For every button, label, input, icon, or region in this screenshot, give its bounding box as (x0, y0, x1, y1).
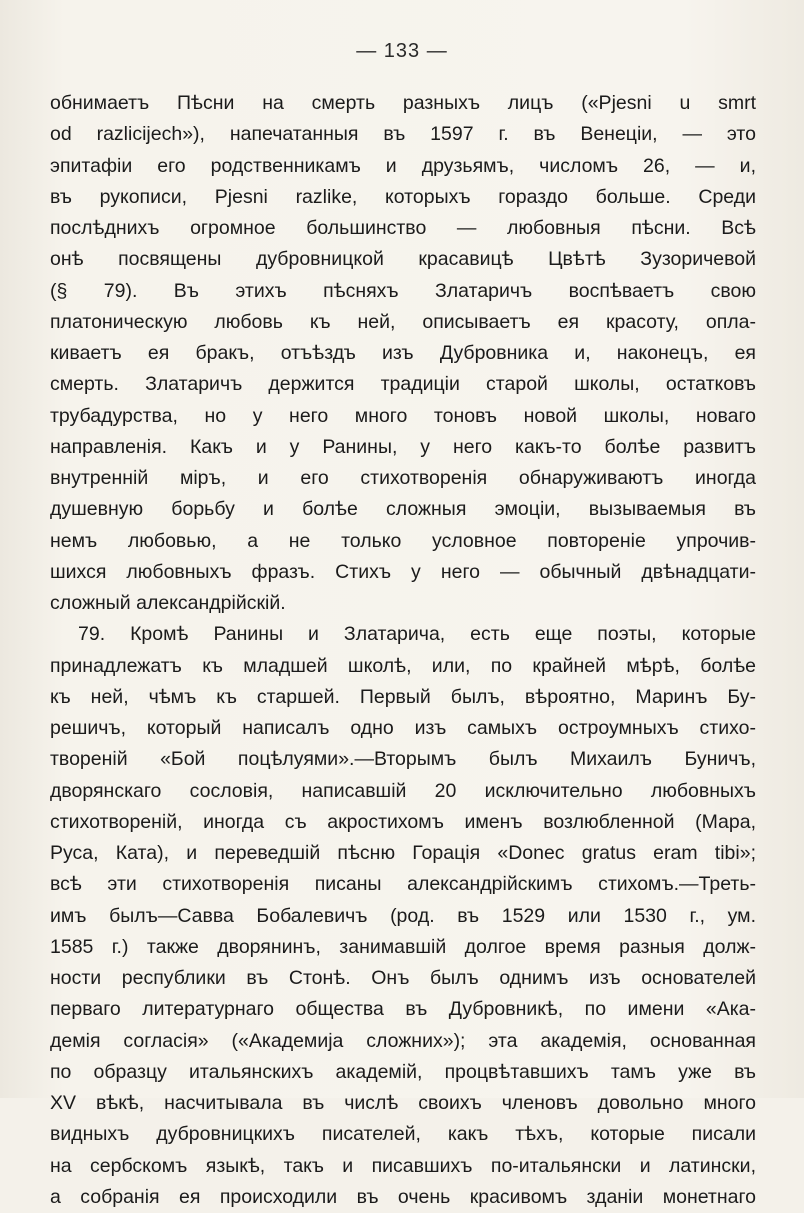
text-line: od razlicijech»), напечатанныя въ 1597 г. въ Венеціи, — это (50, 123, 756, 146)
text-line: решичъ, который написалъ одно изъ самыхъ остроумныхъ стихо- (50, 717, 756, 739)
text-line: онѣ посвящены дубровницкой красавицѣ Цвѣтѣ Зузоричевой (50, 248, 756, 271)
text-line: въ рукописи, Pjesni razlike, которыхъ гораздо больше. Среди (50, 185, 756, 208)
text-line: трубадурства, но у него много тоновъ новой школы, новаго (50, 404, 756, 427)
text-line: видныхъ дубровницкихъ писателей, какъ тѣхъ, которые писали (50, 1123, 756, 1146)
text-line: къ ней, чѣмъ къ старшей. Первый былъ, вѣроятно, Маринъ Бу- (50, 685, 756, 708)
text-line: немъ любовью, а не только условное повтореніе упрочив- (50, 529, 756, 552)
text-line: смерть. Златаричъ держится традиціи старой школы, остатковъ (50, 373, 756, 396)
text-line: демія согласія» («Академија сложних»); эта академія, основанная (50, 1029, 756, 1052)
text-line: на сербскомъ языкѣ, такъ и писавшихъ по-итальянски и латински, (50, 1154, 756, 1177)
text-line: (§ 79). Въ этихъ пѣсняхъ Златаричъ воспѣваетъ свою (50, 279, 756, 302)
text-line: киваетъ ея бракъ, отъѣздъ изъ Дубровника и, наконецъ, ея (50, 342, 756, 364)
text-line: эпитафіи его родственникамъ и друзьямъ, числомъ 26, — и, (50, 154, 756, 177)
text-line: твореній «Бой поцѣлуями».—Вторымъ былъ Михаилъ Буничъ, (50, 748, 756, 771)
text-line: внутренній міръ, и его стихотворенія обнаруживаютъ иногда (50, 467, 756, 489)
text-line: принадлежатъ къ младшей школѣ, или, по крайней мѣрѣ, болѣе (50, 654, 756, 677)
text-line: душевную борьбу и болѣе сложныя эмоціи, вызываемыя въ (50, 498, 756, 521)
text-line: обнимаетъ Пѣсни на смерть разныхъ лицъ («Pjesni u smrt (50, 92, 756, 114)
text-line: сложный александрійскій. (50, 592, 286, 614)
text-line: дворянскаго сословія, написавшій 20 исключительно любовныхъ (50, 779, 756, 802)
text-line: платоническую любовь къ ней, описываетъ ея красоту, опла- (50, 310, 756, 333)
text-line: перваго литературнаго общества въ Дубровникѣ, по имени «Ака- (50, 998, 756, 1021)
text-line: послѣднихъ огромное большинство — любовныя пѣсни. Всѣ (50, 217, 756, 239)
text-line: направленія. Какъ и у Ранины, у него какъ-то болѣе развитъ (50, 435, 756, 458)
text-line: XV вѣкѣ, насчитывала въ числѣ своихъ членовъ довольно много (50, 1092, 756, 1114)
text-line: стихотвореній, иногда съ акростихомъ именъ возлюбленной (Мара, (50, 810, 756, 833)
text-line: по образцу итальянскихъ академій, процвѣтавшихъ тамъ уже въ (50, 1060, 756, 1083)
body-text (50, 88, 756, 1213)
text-line: 79. Кромѣ Ранины и Златарича, есть еще поэты, которые (78, 623, 756, 646)
text-line: имъ былъ—Савва Бобалевичъ (род. въ 1529 или 1530 г., ум. (50, 904, 756, 927)
text-line: 1585 г.) также дворянинъ, занимавшій долгое время разныя долж- (50, 935, 756, 958)
page-number: — 133 — (356, 40, 448, 62)
text-line: а собранія ея происходили въ очень красивомъ зданіи монетнаго (50, 1185, 756, 1208)
text-line: ности республики въ Стонѣ. Онъ былъ однимъ изъ основателей (50, 967, 756, 989)
text-line: Руса, Ката), и переведшій пѣсню Горація «Donec gratus eram tibi»; (50, 842, 756, 864)
text-line: всѣ эти стихотворенія писаны александрійскимъ стихомъ.—Треть- (50, 873, 756, 896)
text-line: шихся любовныхъ фразъ. Стихъ у него — обычный двѣнадцати- (50, 560, 756, 583)
